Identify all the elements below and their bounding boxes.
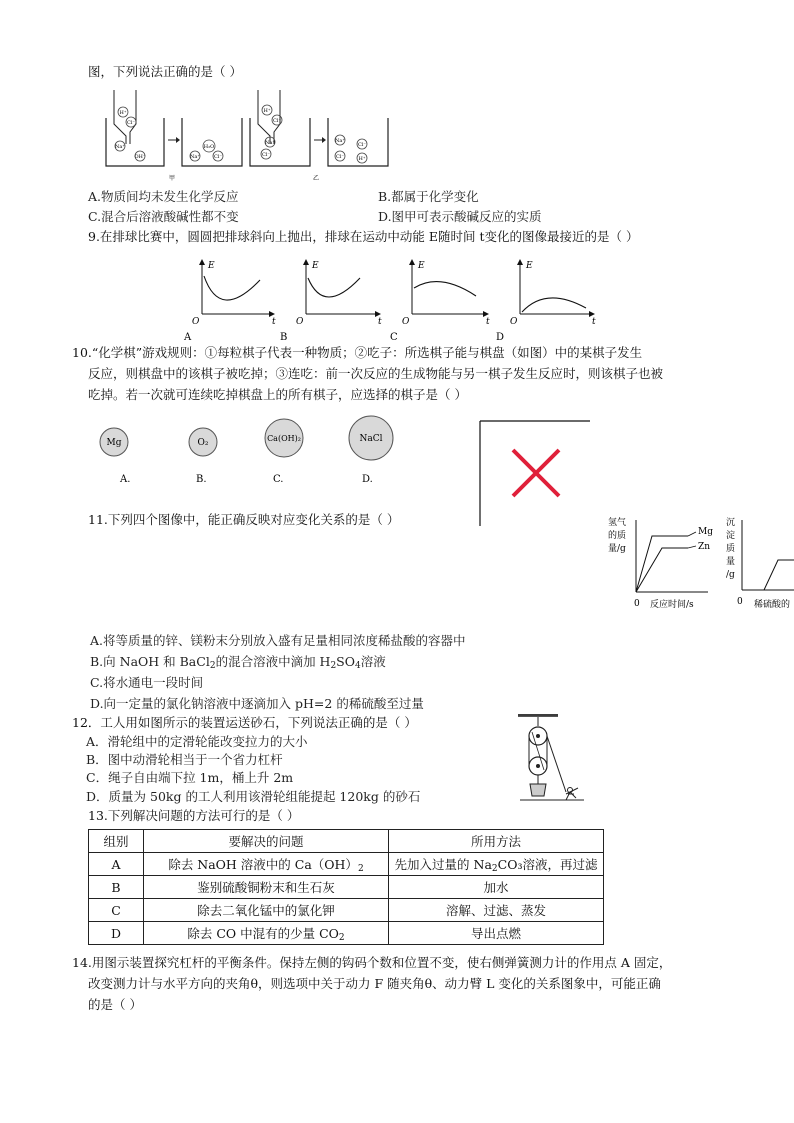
q10-piece-o2: O₂	[197, 438, 209, 448]
q12-option-b: B．图中动滑轮相当于一个省力杠杆	[86, 752, 283, 767]
q8-fig-label-right: 乙	[312, 175, 320, 182]
table-cell: 导出点燃	[389, 922, 604, 945]
q9-y-a: E	[208, 261, 215, 271]
q9-y-c: E	[418, 261, 425, 271]
q8-option-c: C.混合后溶液酸碱性都不变	[88, 209, 239, 224]
q11-g2-origin: 0	[737, 597, 743, 607]
svg-text:H⁺: H⁺	[263, 108, 271, 114]
table-cell: B	[89, 876, 144, 899]
q11-g2-ylabel5: /g	[726, 570, 735, 580]
q8-figure	[100, 88, 390, 184]
table-cell: A	[89, 853, 144, 876]
q9-label-a: A	[184, 332, 192, 343]
table-header: 要解决的问题	[144, 830, 389, 853]
q9-graphs	[184, 258, 610, 344]
svg-text:Na⁺: Na⁺	[265, 140, 275, 146]
q14-line3: 的是（ ）	[88, 997, 142, 1012]
q9-x-b: t	[378, 317, 382, 327]
q11-g2-xlabel: 稀硫酸的	[754, 600, 791, 610]
svg-text:OH⁻: OH⁻	[134, 154, 146, 160]
q12-option-d: D．质量为 50kg 的工人利用该滑轮组能提起 120kg 的砂石	[86, 789, 421, 804]
q9-o-d: O	[510, 317, 518, 327]
q11-stem: 11.下列四个图像中，能正确反映对应变化关系的是（ ）	[88, 512, 400, 527]
table-row	[89, 853, 604, 876]
q9-stem: 9.在排球比赛中，圆圆把排球斜向上抛出，排球在运动中动能 E随时间 t变化的图像最接近的是（ ）	[88, 229, 639, 244]
q11-g1-ylabel2: 的质	[608, 531, 627, 541]
svg-text:Cl⁻: Cl⁻	[213, 154, 223, 160]
q8-option-a: A.物质间均未发生化学反应	[88, 189, 239, 204]
q11-option-b: B.向 NaOH 和 BaCl$_2$的混合溶液中滴加 $H_2SO_4$溶液	[90, 654, 386, 671]
q11-g1-ylabel1: 氢气	[608, 518, 627, 528]
q8-option-b: B.都属于化学变化	[378, 189, 479, 204]
q9-x-a: t	[272, 317, 276, 327]
q11-g1-ylabel3: 量/g	[608, 544, 626, 554]
q12-pulley-figure	[510, 712, 590, 804]
svg-text:H⁺: H⁺	[358, 156, 366, 162]
table-cell: 溶解、过滤、蒸发	[389, 899, 604, 922]
q9-x-c: t	[486, 317, 490, 327]
q10-board	[479, 420, 591, 526]
q13-table	[88, 829, 604, 945]
q14-line2: 改变测力计与水平方向的夹角θ，则选项中关于动力 F 随夹角θ、动力臂 L 变化的关系图象中，可能正确	[88, 976, 661, 991]
q10-line2: 反应，则棋盘中的该棋子被吃掉；③连吃：前一次反应的生成物能与另一棋子发生反应时，则该棋子也被	[88, 366, 664, 381]
q10-letter-d: D.	[362, 474, 373, 485]
q10-letter-c: C.	[273, 474, 284, 485]
table-cell: 除去二氧化锰中的氯化钾	[144, 899, 389, 922]
table-header: 组别	[89, 830, 144, 853]
table-cell: 鉴别硫酸铜粉末和生石灰	[144, 876, 389, 899]
q11-g2-ylabel3: 质	[726, 544, 736, 554]
svg-text:Cl⁻: Cl⁻	[335, 154, 345, 160]
q11-option-c: C.将水通电一段时间	[90, 675, 204, 690]
q9-o-b: O	[296, 317, 304, 327]
table-cell: 先加入过量的 $Na_2CO_3$溶液，再过滤	[389, 853, 604, 876]
q14-line1: 14.用图示装置探究杠杆的平衡条件。保持左侧的钩码个数和位置不变，使右侧弹簧测力计的作用点 A 固定，	[72, 955, 672, 970]
q10-letter-b: B.	[196, 474, 207, 485]
q9-y-b: E	[312, 261, 319, 271]
q10-line1: 10.“化学棋”游戏规则：①每粒棋子代表一种物质；②吃子：所选棋子能与棋盘（如图）中的某棋子发生	[72, 345, 643, 360]
q8-stem-tail: 图，下列说法正确的是（ ）	[88, 64, 242, 79]
q10-piece-caoh2: Ca(OH)₂	[267, 434, 301, 443]
q11-graphs	[604, 514, 794, 614]
svg-text:Cl⁻: Cl⁻	[126, 120, 136, 126]
q9-label-b: B	[280, 332, 288, 343]
table-row	[89, 876, 604, 899]
q11-g1-series-mg: Mg	[698, 527, 713, 537]
q10-piece-nacl: NaCl	[359, 434, 383, 444]
table-cell: D	[89, 922, 144, 945]
q11-g1-xlabel: 反应时间/s	[650, 600, 694, 610]
svg-text:Na⁺: Na⁺	[335, 138, 345, 144]
q11-g2-ylabel2: 淀	[726, 531, 736, 541]
q9-o-a: O	[192, 317, 200, 327]
table-cell: 除去 CO 中混有的少量 $CO_2$	[144, 922, 389, 945]
table-cell: C	[89, 899, 144, 922]
q11-g2-ylabel4: 量	[726, 557, 736, 567]
q12-option-a: A．滑轮组中的定滑轮能改变拉力的大小	[86, 734, 308, 749]
q9-label-c: C	[390, 332, 398, 343]
svg-text:Cl⁻: Cl⁻	[272, 118, 282, 124]
svg-text:Cl⁻: Cl⁻	[261, 152, 271, 158]
table-cell: 除去 NaOH 溶液中的 $Ca(OH)_2$	[144, 853, 389, 876]
q11-option-d: D.向一定量的氯化钠溶液中逐滴加入 pH=2 的稀硫酸至过量	[90, 696, 424, 711]
q9-o-c: O	[402, 317, 410, 327]
svg-text:Na⁺: Na⁺	[115, 144, 125, 150]
table-header: 所用方法	[389, 830, 604, 853]
table-row	[89, 899, 604, 922]
q13-stem: 13.下列解决问题的方法可行的是（ ）	[88, 808, 300, 823]
q10-piece-mg: Mg	[106, 438, 122, 448]
q11-g2-ylabel1: 沉	[726, 518, 736, 528]
q9-x-d: t	[592, 317, 596, 327]
svg-text:H₂O: H₂O	[203, 144, 215, 150]
table-header-row	[89, 830, 604, 853]
q12-option-c: C．绳子自由端下拉 1m，桶上升 2m	[86, 770, 294, 785]
q8-option-d: D.图甲可表示酸碱反应的实质	[378, 209, 542, 224]
svg-text:Na⁺: Na⁺	[190, 154, 200, 160]
q10-letter-a: A.	[120, 474, 131, 485]
q10-pieces	[96, 418, 396, 490]
svg-text:Cl⁻: Cl⁻	[357, 142, 367, 148]
table-row	[89, 922, 604, 945]
q10-line3: 吃掉。若一次就可连续吃掉棋盘上的所有棋子，应选择的棋子是（ ）	[88, 387, 467, 402]
q11-option-a: A.将等质量的锌、镁粉末分别放入盛有足量相同浓度稀盐酸的容器中	[90, 633, 466, 648]
q8-fig-label-left: 甲	[168, 175, 176, 182]
q11-g1-series-zn: Zn	[698, 542, 711, 552]
q11-g1-origin: 0	[634, 599, 640, 609]
svg-text:H⁺: H⁺	[119, 110, 127, 116]
q9-y-d: E	[526, 261, 533, 271]
q9-label-d: D	[496, 332, 505, 343]
table-cell: 加水	[389, 876, 604, 899]
q12-stem: 12．工人用如图所示的装置运送砂石，下列说法正确的是（ ）	[72, 715, 417, 730]
